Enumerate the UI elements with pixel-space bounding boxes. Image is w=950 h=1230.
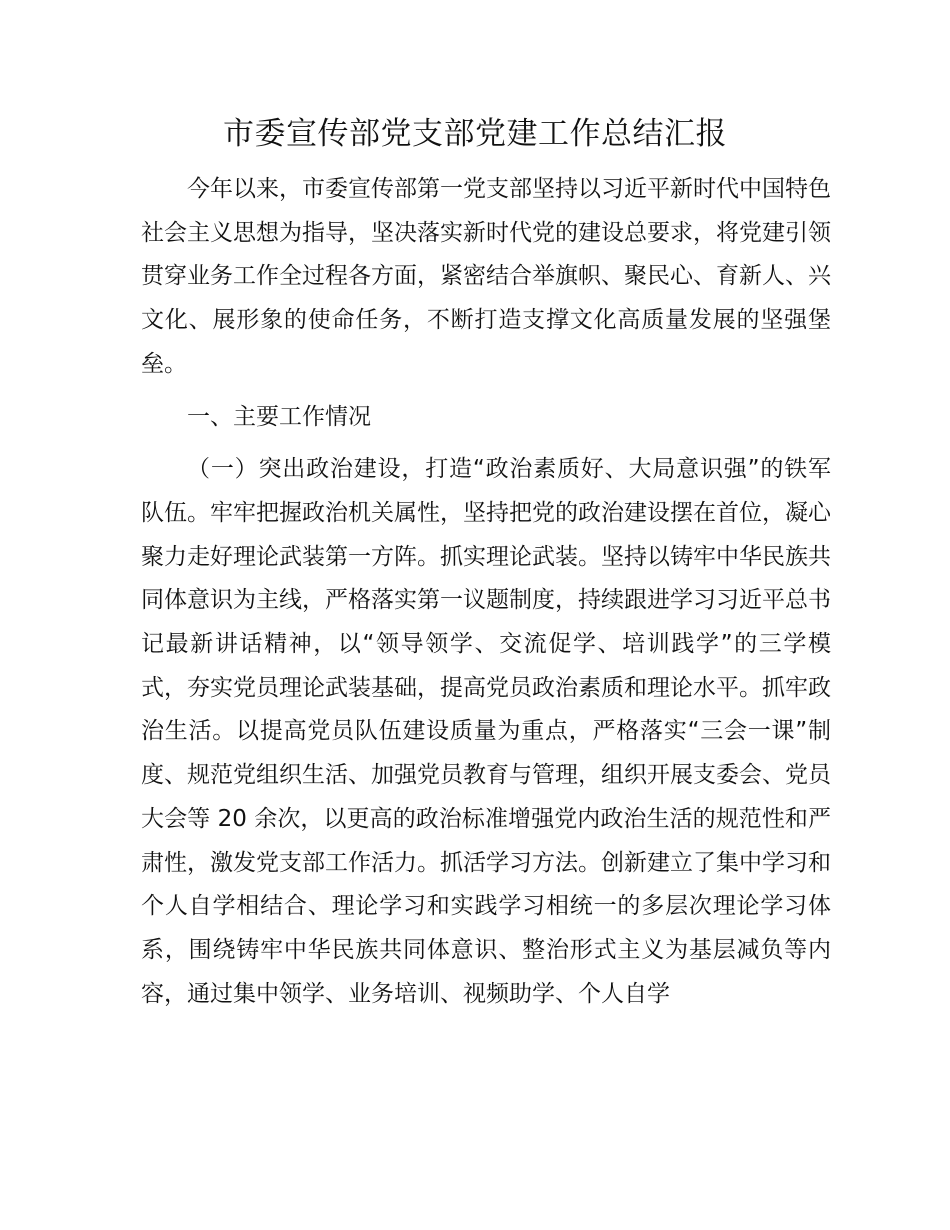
document-body xyxy=(141,168,831,1016)
section-paragraph: （一）突出政治建设，打造“政治素质好、大局意识强”的铁军队伍。牢牢把握政治机关属性，坚持把党的政治建设摆在首位，凝心聚力走好理论武装第一方阵。抓实理论武装。坚持以铸牢中华民族共同体意识为主线，严格落实第一议题制度，持续跟进学习习近平总书记最新讲话精神，以“领导领学、交流促学、培训践学”的三学模式，夯实党员理论武装基础，提高党员政治素质和理论水平。抓牢政治生活。以提高党员队伍建设质量为重点，严格落实“三会一课”制度、规范党组织生活、加强党员教育与管理，组织开展支委会、党员大会等 20 余次，以更高的政治标准增强党内政治生活的规范性和严肃性，激发党支部工作活力。抓活学习方法。创新建立了集中学习和个人自学相结合、理论学习和实践学习相统一的多层次理论学习体系，围绕铸牢中华民族共同体意识、整治形式主义为基层减负等内容，通过集中领学、业务培训、视频助学、个人自学 xyxy=(141,456,831,1007)
document-title: 市委宣传部党支部党建工作总结汇报 xyxy=(223,116,727,152)
section-heading: 一、主要工作情况 xyxy=(187,403,371,430)
intro-paragraph: 今年以来，市委宣传部第一党支部坚持以习近平新时代中国特色社会主义思想为指导，坚决落实新时代党的建设总要求，将党建引领贯穿业务工作全过程各方面，紧密结合举旗帜、聚民心、育新人、兴文化、展形象的使命任务，不断打造支撑文化高质量发展的坚强堡垒。 xyxy=(141,176,831,377)
